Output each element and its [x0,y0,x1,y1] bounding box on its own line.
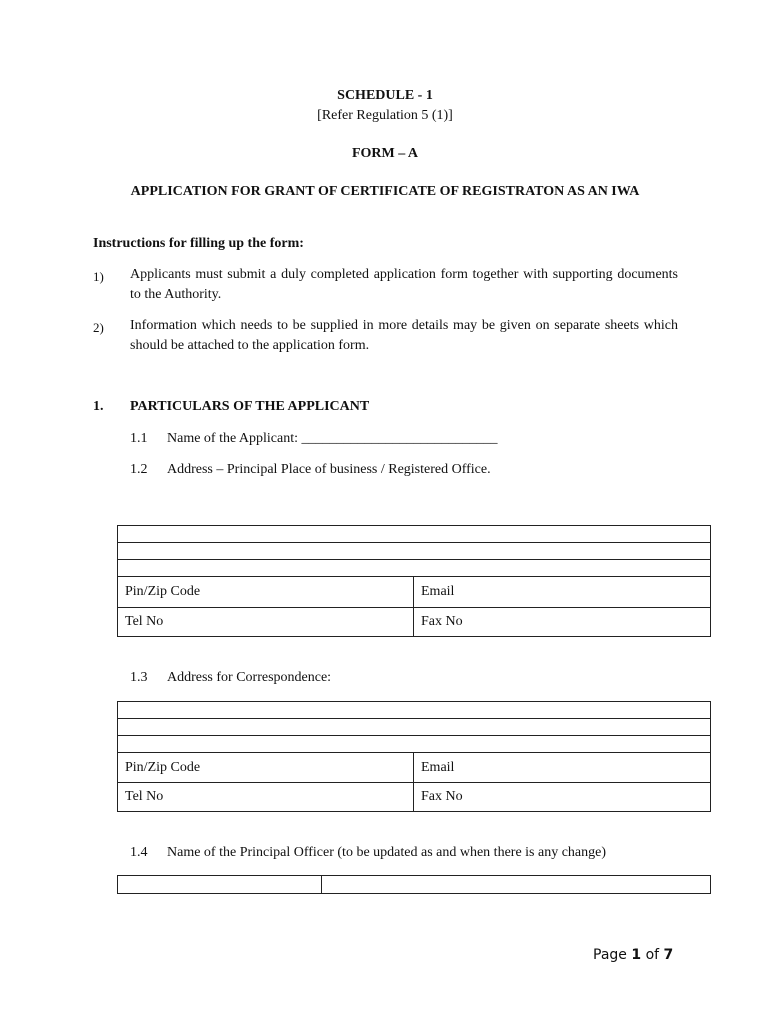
principal-officer-field[interactable] [322,876,711,894]
of-word: of [645,947,660,963]
instruction-number: 2) [93,320,104,335]
address-line-field[interactable] [118,736,711,753]
instructions-heading: Instructions for filling up the form: [93,236,304,251]
applicant-name-field[interactable]: Name of the Applicant: ____________________________ [167,431,498,446]
page-number [593,947,673,963]
principal-officer-table [117,875,711,894]
correspondence-address-table [117,701,711,812]
question-number: 1.2 [130,462,148,477]
tel-field[interactable] [118,783,414,812]
fax-label: Fax No [421,789,463,804]
fax-field[interactable] [414,783,711,812]
page-total: 7 [663,947,674,963]
instruction-number: 1) [93,269,104,284]
section-number: 1. [93,399,104,414]
pin-code-field[interactable] [118,577,414,608]
instruction-text: Applicants must submit a duly completed application form together with supporting documents to the Authority. [130,267,678,302]
email-label: Email [421,584,455,599]
address-line-field[interactable] [118,526,711,543]
address-line-field[interactable] [118,543,711,560]
question-number: 1.1 [130,431,148,446]
section-title: PARTICULARS OF THE APPLICANT [130,399,370,414]
question-number: 1.3 [130,670,148,685]
question-label: Name of the Principal Officer (to be updated as and when there is any change) [167,845,607,860]
pin-code-label: Pin/Zip Code [125,759,201,775]
email-label: Email [421,759,455,775]
document-title: APPLICATION FOR GRANT OF CERTIFICATE OF REGISTRATON AS AN IWA [130,184,640,199]
question-number: 1.4 [130,845,148,860]
tel-label: Tel No [125,789,164,804]
question-label: Address – Principal Place of business / Registered Office. [167,462,491,477]
fax-label: Fax No [421,614,463,629]
address-line-field[interactable] [118,560,711,577]
instruction-text: Information which needs to be supplied in more details may be given on separate sheets which should be attached to the application form. [130,318,678,353]
pin-code-label: Pin/Zip Code [125,584,201,599]
principal-officer-field[interactable] [118,876,322,894]
pin-code-field[interactable] [118,753,414,783]
question-label: Address for Correspondence: [167,670,332,685]
fax-field[interactable] [414,608,711,637]
tel-label: Tel No [125,614,164,629]
email-field[interactable] [414,753,711,783]
form-heading: FORM – A [351,146,419,161]
regulation-reference: [Refer Regulation 5 (1)] [317,108,453,123]
address-line-field[interactable] [118,719,711,736]
principal-address-table [117,525,711,637]
address-line-field[interactable] [118,702,711,719]
schedule-heading: SCHEDULE - 1 [337,88,433,103]
page-current: 1 [631,947,642,963]
email-field[interactable] [414,577,711,608]
tel-field[interactable] [118,608,414,637]
page-word: Page [593,947,627,963]
